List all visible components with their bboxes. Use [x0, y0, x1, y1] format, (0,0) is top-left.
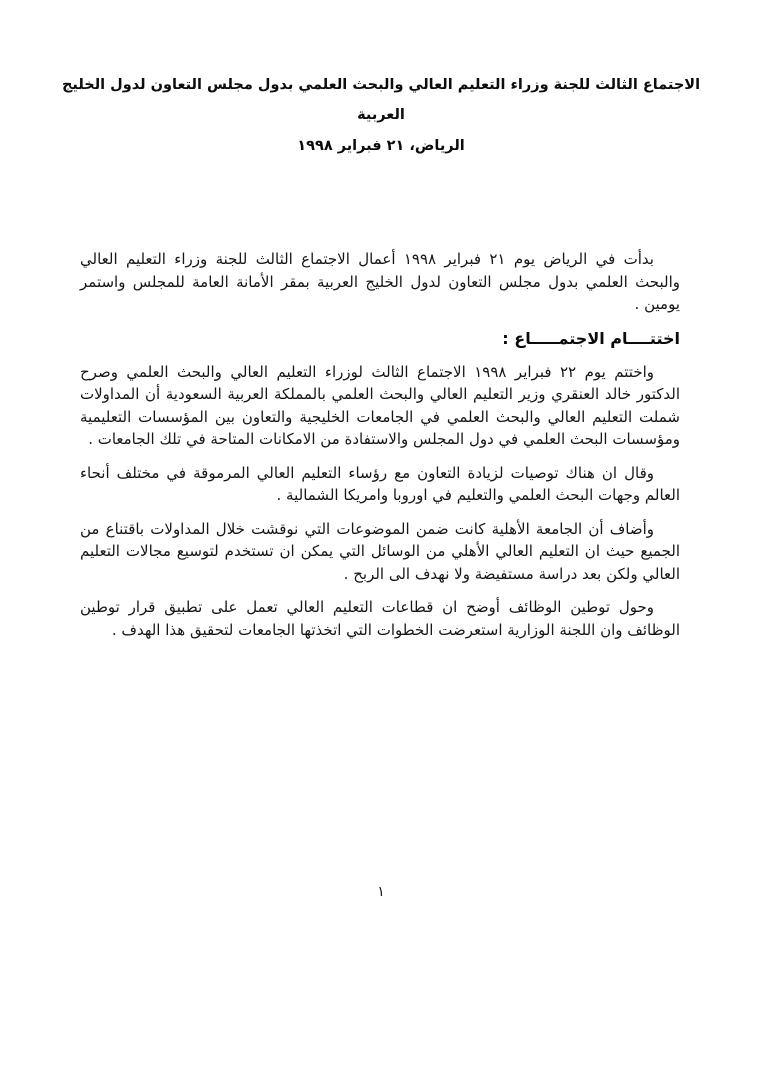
document-title [60, 70, 702, 161]
document-body [80, 248, 680, 652]
closing-paragraph-4: وحول توطين الوظائف أوضح ان قطاعات التعليم العالي تعمل على تطبيق قرار توطين الوظائف وان اللجنة الوزارية استعرضت الخطوات التي اتخذتها الجامعات لتحقيق هذا الهدف . [80, 598, 680, 639]
intro-paragraph: بدأت في الرياض يوم ٢١ فبراير ١٩٩٨ أعمال الاجتماع الثالث للجنة وزراء التعليم العالي والبحث العلمي بدول مجلس التعاون لدول الخليج العربية بمقر الأمانة العامة للمجلس واستمر يومين . [80, 250, 680, 313]
section-heading-closing: اختتــــام الاجتمـــــاع : [502, 328, 680, 348]
page-number: ١ [377, 884, 385, 900]
closing-paragraph-2: وقال ان هناك توصيات لزيادة التعاون مع رؤساء التعليم العالي المرموقة في مختلف أنحاء العالم وجهات البحث العلمي والتعليم في اوروبا وامريكا الشمالية . [80, 463, 680, 504]
document-title-line2: الرياض، ٢١ فبراير ١٩٩٨ [297, 137, 465, 154]
closing-paragraph-3: وأضاف أن الجامعة الأهلية كانت ضمن الموضوعات التي نوقشت خلال المداولات باقتناع من الجميع حيث ان التعليم العالي الأهلي من الوسائل التي يمكن ان تستخدم لتوسيع مجالات التعليم العالي ولكن بعد دراسة مستفيضة ولا نهدف الى الربح . [80, 519, 680, 583]
document-title-line1: الاجتماع الثالث للجنة وزراء التعليم العالي والبحث العلمي بدول مجلس التعاون لدول الخليج العربية [61, 77, 701, 124]
closing-paragraph-1: واختتم يوم ٢٢ فبراير ١٩٩٨ الاجتماع الثالث لوزراء التعليم العالي والبحث العلمي وصرح الدكتور خالد العنقري وزير التعليم العالي والبحث العلمي بالمملكة العربية السعودية أن المداولات شملت التعليم العالي والبحث العلمي في الجامعات الخليجية والتعاون بين المؤسسات التعليمية ومؤسسات البحث العلمي في دول المجلس والاستفادة من الامكانات المتاحة في تلك الجامعات . [80, 362, 680, 448]
